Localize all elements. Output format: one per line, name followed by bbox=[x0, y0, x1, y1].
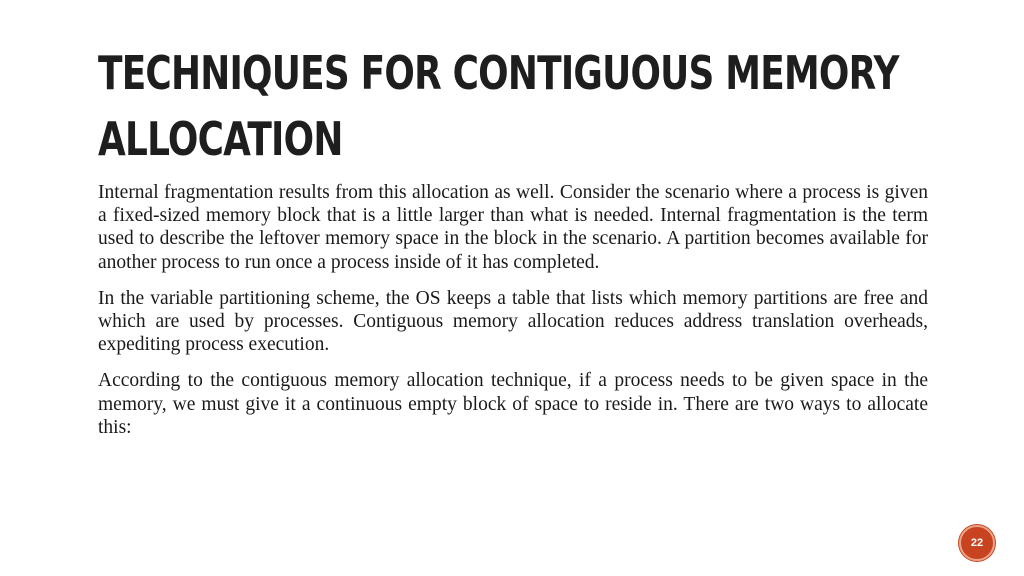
paragraph-variable-partitioning: In the variable partitioning scheme, the OS keeps a table that lists which memory partitions are free and which are used by processes. Contiguous memory allocation reduces address translation overheads, expediting process execution. bbox=[98, 287, 928, 356]
paragraph-internal-fragmentation: Internal fragmentation results from this allocation as well. Consider the scenario where a process is given a fixed-sized memory block that is a little larger than what is needed. Internal fragmentation is the term used to describe the leftover memory space in the block in the scenario. A partition becomes available for another process to run once a process inside of it has completed. bbox=[98, 182, 928, 273]
page-number-badge bbox=[959, 525, 995, 561]
slide-title: TECHNIQUES FOR CONTIGUOUS MEMORY ALLOCATION bbox=[98, 46, 899, 166]
slide-body bbox=[98, 181, 928, 452]
paragraph-allocation-technique: According to the contiguous memory allocation technique, if a process needs to be given space in the memory, we must give it a continuous empty block of space to reside in. There are two ways to allocate this: bbox=[98, 370, 928, 438]
page-number: 22 bbox=[970, 537, 984, 549]
